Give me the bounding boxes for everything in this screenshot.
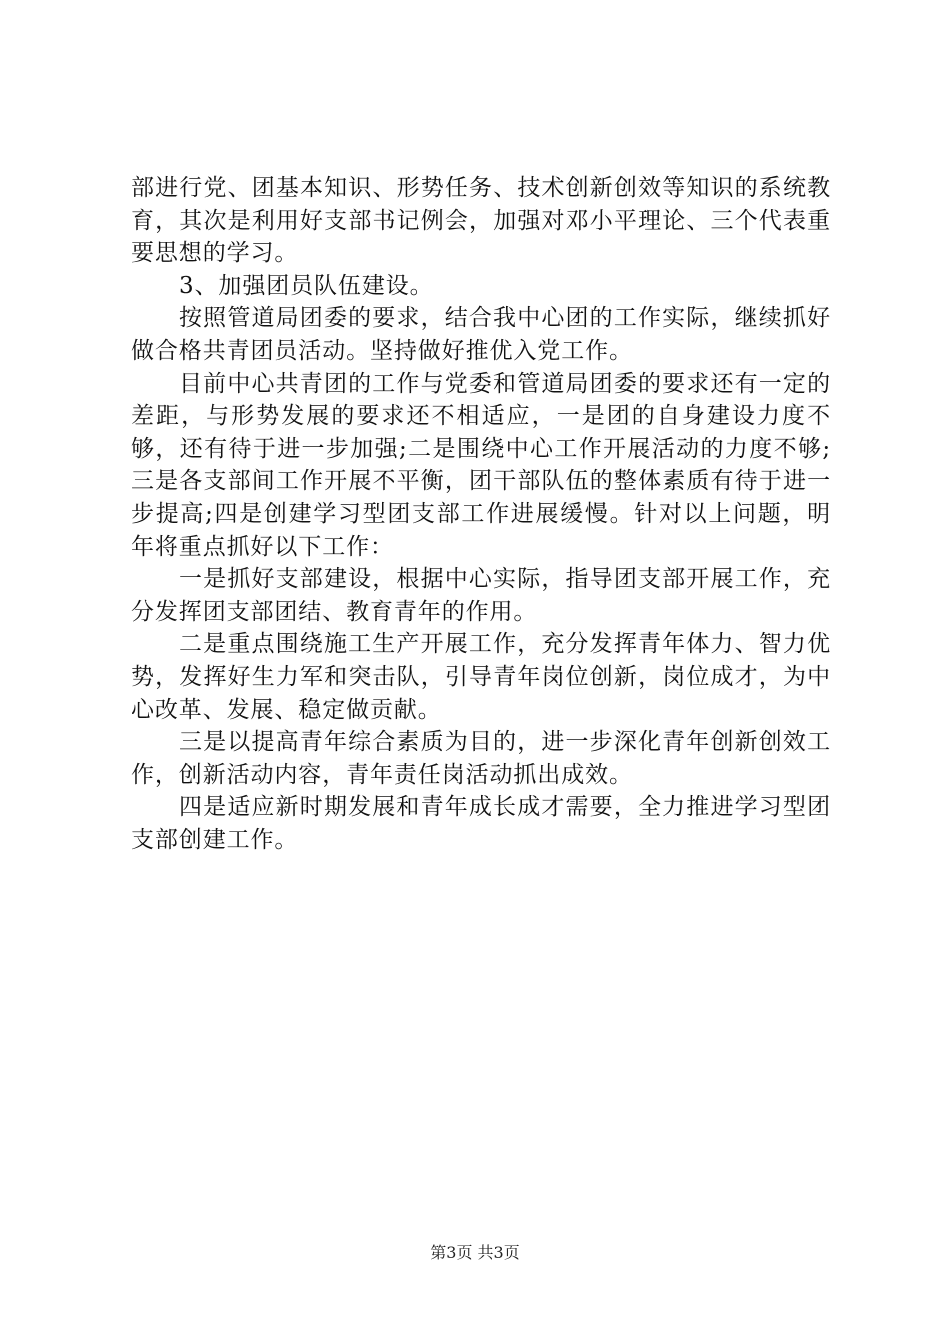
paragraph: 一是抓好支部建设，根据中心实际，指导团支部开展工作，充分发挥团支部团结、教育青年的作用。 bbox=[131, 566, 831, 625]
paragraph: 三是以提高青年综合素质为目的，进一步深化青年创新创效工作，创新活动内容，青年责任岗活动抓出成效。 bbox=[131, 729, 831, 788]
page-footer bbox=[0, 1243, 950, 1263]
page-number: 第3页 共3页 bbox=[430, 1243, 520, 1262]
paragraph: 四是适应新时期发展和青年成长成才需要，全力推进学习型团支部创建工作。 bbox=[131, 794, 831, 853]
paragraph-continuation: 部进行党、团基本知识、形势任务、技术创新创效等知识的系统教育，其次是利用好支部书记例会，加强对邓小平理论、三个代表重要思想的学习。 bbox=[131, 175, 831, 267]
section-heading: 3、加强团员队伍建设。 bbox=[179, 272, 434, 299]
paragraph: 二是重点围绕施工生产开展工作，充分发挥青年体力、智力优势，发挥好生力军和突击队，引导青年岗位创新，岗位成才，为中心改革、发展、稳定做贡献。 bbox=[131, 631, 831, 723]
document-body bbox=[131, 172, 831, 856]
paragraph: 目前中心共青团的工作与党委和管道局团委的要求还有一定的差距，与形势发展的要求还不相适应，一是团的自身建设力度不够，还有待于进一步加强;二是围绕中心工作开展活动的力度不够;三是各支部间工作开展不平衡，团干部队伍的整体素质有待于进一步提高;四是创建学习型团支部工作进展缓慢。针对以上问题，明年将重点抓好以下工作： bbox=[131, 370, 831, 560]
paragraph: 按照管道局团委的要求，结合我中心团的工作实际，继续抓好做合格共青团员活动。坚持做好推优入党工作。 bbox=[131, 305, 831, 364]
